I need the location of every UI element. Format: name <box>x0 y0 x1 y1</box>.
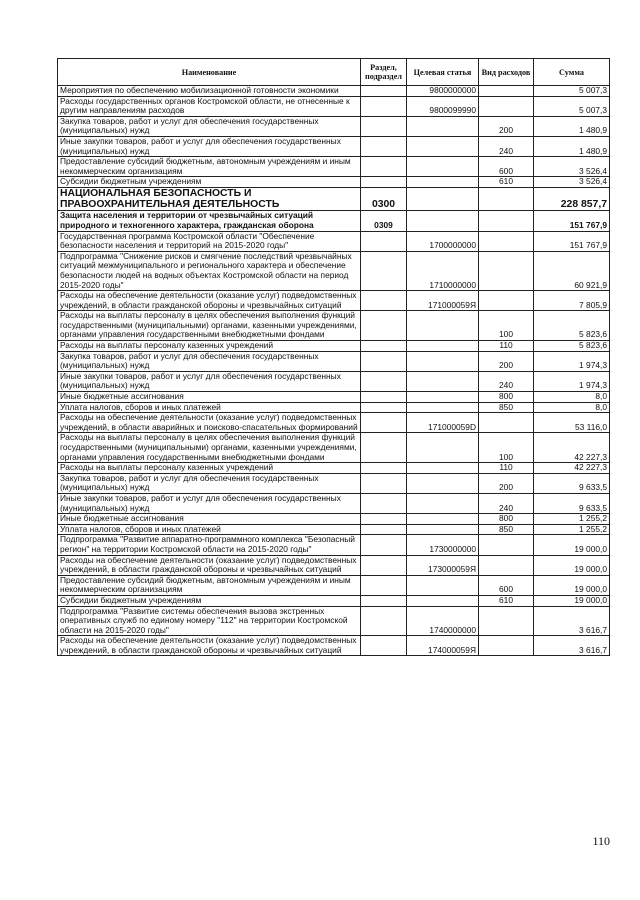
row-sum-cell: 53 116,0 <box>534 413 610 433</box>
row-name-cell: Закупка товаров, работ и услуг для обеспечения государственных (муниципальных) нужд <box>58 116 361 136</box>
row-type-cell <box>479 96 534 116</box>
header-name: Наименование <box>58 59 361 86</box>
row-target-cell <box>407 392 479 403</box>
header-sum: Сумма <box>534 59 610 86</box>
row-sum-cell: 151 767,9 <box>534 211 610 231</box>
table-row <box>58 291 610 311</box>
row-type-cell: 240 <box>479 371 534 391</box>
row-name-cell: Субсидии бюджетным учреждениям <box>58 177 361 188</box>
row-name-cell: Иные бюджетные ассигнования <box>58 392 361 403</box>
row-target-cell <box>407 136 479 156</box>
header-section: Раздел, подраздел <box>361 59 407 86</box>
table-row <box>58 157 610 177</box>
row-sum-cell: 8,0 <box>534 402 610 413</box>
row-section-cell <box>361 231 407 251</box>
table-row <box>58 116 610 136</box>
row-section-cell <box>361 96 407 116</box>
row-type-cell: 850 <box>479 524 534 535</box>
row-section-cell <box>361 177 407 188</box>
table-row <box>58 341 610 352</box>
table-row <box>58 595 610 606</box>
row-type-cell: 610 <box>479 595 534 606</box>
table-row <box>58 473 610 493</box>
row-target-cell <box>407 157 479 177</box>
row-sum-cell: 3 526,4 <box>534 157 610 177</box>
row-name-cell: Расходы на выплаты персоналу казенных учреждений <box>58 463 361 474</box>
row-sum-cell: 1 974,3 <box>534 351 610 371</box>
row-type-cell <box>479 636 534 656</box>
row-target-cell: 171000059D <box>407 413 479 433</box>
row-section-cell <box>361 86 407 97</box>
row-sum-cell: 42 227,3 <box>534 433 610 463</box>
table-row <box>58 606 610 636</box>
table-row <box>58 493 610 513</box>
row-section-cell <box>361 463 407 474</box>
row-name-cell: Расходы на обеспечение деятельности (оказание услуг) подведомственных учреждений, в области гражданской обороны и чрезвычайных ситуаций <box>58 555 361 575</box>
row-target-cell <box>407 116 479 136</box>
row-section-cell <box>361 341 407 352</box>
row-target-cell: 1740000000 <box>407 606 479 636</box>
table-row <box>58 575 610 595</box>
row-type-cell: 240 <box>479 493 534 513</box>
row-section-cell: 0309 <box>361 211 407 231</box>
row-type-cell <box>479 211 534 231</box>
row-name-cell: Расходы на обеспечение деятельности (оказание услуг) подведомственных учреждений, в области гражданской обороны и чрезвычайных ситуаций <box>58 291 361 311</box>
table-row <box>58 402 610 413</box>
header-type: Вид расходов <box>479 59 534 86</box>
row-name-cell: Расходы на выплаты персоналу казенных учреждений <box>58 341 361 352</box>
table-row <box>58 433 610 463</box>
row-target-cell <box>407 371 479 391</box>
row-section-cell <box>361 595 407 606</box>
row-type-cell <box>479 413 534 433</box>
row-type-cell: 110 <box>479 341 534 352</box>
row-name-cell: Предоставление субсидий бюджетным, автономным учреждениям и иным некоммерческим организациям <box>58 157 361 177</box>
row-section-cell <box>361 116 407 136</box>
table-row <box>58 413 610 433</box>
row-target-cell <box>407 473 479 493</box>
row-sum-cell: 3 616,7 <box>534 636 610 656</box>
row-name-cell: Подпрограмма "Снижение рисков и смягчение последствий чрезвычайных ситуаций межмуниципального и регионального характера и обеспечение безопасности людей на водных объектах Костромской области на период 2015-2020 годы" <box>58 251 361 290</box>
page-number: 110 <box>592 834 610 848</box>
row-sum-cell: 3 616,7 <box>534 606 610 636</box>
row-target-cell <box>407 514 479 525</box>
row-sum-cell: 1 255,2 <box>534 524 610 535</box>
table-row <box>58 177 610 188</box>
row-target-cell: 1730000000 <box>407 535 479 555</box>
row-type-cell <box>479 555 534 575</box>
row-type-cell: 200 <box>479 473 534 493</box>
row-target-cell <box>407 351 479 371</box>
row-sum-cell: 19 000,0 <box>534 555 610 575</box>
row-sum-cell: 8,0 <box>534 392 610 403</box>
row-name-cell: Государственная программа Костромской области "Обеспечение безопасности населения и территорий на 2015-2020 годы" <box>58 231 361 251</box>
budget-table <box>57 58 610 656</box>
row-name-cell: Подпрограмма "Развитие системы обеспечения вызова экстренных оперативных служб по единому номеру "112" на территории Костромской области на 2015-2020 годы" <box>58 606 361 636</box>
row-name-cell: Уплата налогов, сборов и иных платежей <box>58 524 361 535</box>
row-sum-cell: 1 480,9 <box>534 116 610 136</box>
row-sum-cell: 5 007,3 <box>534 96 610 116</box>
row-sum-cell: 9 633,5 <box>534 473 610 493</box>
row-sum-cell: 3 526,4 <box>534 177 610 188</box>
row-sum-cell: 9 633,5 <box>534 493 610 513</box>
row-section-cell: 0300 <box>361 187 407 210</box>
table-row <box>58 392 610 403</box>
row-type-cell: 800 <box>479 392 534 403</box>
row-target-cell: 1710000000 <box>407 251 479 290</box>
row-target-cell: 173000059Я <box>407 555 479 575</box>
row-type-cell: 100 <box>479 311 534 341</box>
row-sum-cell: 42 227,3 <box>534 463 610 474</box>
row-section-cell <box>361 136 407 156</box>
row-sum-cell: 5 823,6 <box>534 341 610 352</box>
table-row <box>58 524 610 535</box>
row-sum-cell: 7 805,9 <box>534 291 610 311</box>
row-name-cell: Предоставление субсидий бюджетным, автономным учреждениям и иным некоммерческим организациям <box>58 575 361 595</box>
row-type-cell: 600 <box>479 157 534 177</box>
table-header-row <box>58 59 610 86</box>
table-row <box>58 187 610 210</box>
row-sum-cell: 228 857,7 <box>534 187 610 210</box>
row-section-cell <box>361 291 407 311</box>
row-name-cell: Подпрограмма "Развитие аппаратно-программного комплекса "Безопасный регион" на территории Костромской области на 2015-2020 годы" <box>58 535 361 555</box>
row-target-cell: 1700000000 <box>407 231 479 251</box>
row-name-cell: Расходы на выплаты персоналу в целях обеспечения выполнения функций государственными (муниципальными) органами, казенными учреждениями, органами управления государственными внебюджетными фондами <box>58 311 361 341</box>
table-row <box>58 514 610 525</box>
table-row <box>58 371 610 391</box>
row-target-cell <box>407 463 479 474</box>
row-section-cell <box>361 555 407 575</box>
row-target-cell <box>407 177 479 188</box>
row-sum-cell: 5 823,6 <box>534 311 610 341</box>
row-target-cell: 174000059Я <box>407 636 479 656</box>
row-sum-cell: 19 000,0 <box>534 575 610 595</box>
row-section-cell <box>361 473 407 493</box>
table-row <box>58 311 610 341</box>
row-type-cell: 110 <box>479 463 534 474</box>
row-type-cell: 100 <box>479 433 534 463</box>
table-body <box>58 86 610 656</box>
table-row <box>58 555 610 575</box>
row-type-cell: 800 <box>479 514 534 525</box>
row-section-cell <box>361 535 407 555</box>
row-type-cell <box>479 535 534 555</box>
row-type-cell <box>479 606 534 636</box>
row-name-cell: Иные закупки товаров, работ и услуг для обеспечения государственных (муниципальных) нужд <box>58 493 361 513</box>
row-type-cell: 200 <box>479 116 534 136</box>
table-row <box>58 86 610 97</box>
header-target: Целевая статья <box>407 59 479 86</box>
row-section-cell <box>361 433 407 463</box>
row-target-cell <box>407 524 479 535</box>
row-target-cell: 9800000000 <box>407 86 479 97</box>
row-name-cell: Уплата налогов, сборов и иных платежей <box>58 402 361 413</box>
row-name-cell: Закупка товаров, работ и услуг для обеспечения государственных (муниципальных) нужд <box>58 351 361 371</box>
row-target-cell: 171000059Я <box>407 291 479 311</box>
row-type-cell <box>479 86 534 97</box>
row-target-cell: 9800099990 <box>407 96 479 116</box>
table-row <box>58 351 610 371</box>
row-section-cell <box>361 351 407 371</box>
row-sum-cell: 19 000,0 <box>534 595 610 606</box>
row-sum-cell: 1 974,3 <box>534 371 610 391</box>
row-target-cell <box>407 211 479 231</box>
row-sum-cell: 1 255,2 <box>534 514 610 525</box>
row-name-cell: Расходы на выплаты персоналу в целях обеспечения выполнения функций государственными (муниципальными) органами, казенными учреждениями, органами управления государственными внебюджетными фондами <box>58 433 361 463</box>
row-type-cell: 610 <box>479 177 534 188</box>
row-sum-cell: 60 921,9 <box>534 251 610 290</box>
row-name-cell: Иные бюджетные ассигнования <box>58 514 361 525</box>
table-row <box>58 535 610 555</box>
table-row <box>58 251 610 290</box>
row-name-cell: Защита населения и территории от чрезвычайных ситуаций природного и техногенного характера, гражданская оборона <box>58 211 361 231</box>
row-type-cell: 200 <box>479 351 534 371</box>
row-name-cell: НАЦИОНАЛЬНАЯ БЕЗОПАСНОСТЬ И ПРАВООХРАНИТЕЛЬНАЯ ДЕЯТЕЛЬНОСТЬ <box>58 187 361 210</box>
table-row <box>58 136 610 156</box>
row-section-cell <box>361 311 407 341</box>
row-type-cell: 850 <box>479 402 534 413</box>
row-name-cell: Иные закупки товаров, работ и услуг для обеспечения государственных (муниципальных) нужд <box>58 371 361 391</box>
row-section-cell <box>361 493 407 513</box>
table-row <box>58 463 610 474</box>
row-sum-cell: 5 007,3 <box>534 86 610 97</box>
row-section-cell <box>361 524 407 535</box>
row-sum-cell: 19 000,0 <box>534 535 610 555</box>
row-section-cell <box>361 413 407 433</box>
row-target-cell <box>407 493 479 513</box>
row-name-cell: Расходы на обеспечение деятельности (оказание услуг) подведомственных учреждений, в области гражданской обороны и чрезвычайных ситуаций <box>58 636 361 656</box>
table-row <box>58 231 610 251</box>
row-sum-cell: 151 767,9 <box>534 231 610 251</box>
row-type-cell: 240 <box>479 136 534 156</box>
row-section-cell <box>361 606 407 636</box>
row-sum-cell: 1 480,9 <box>534 136 610 156</box>
table-row <box>58 211 610 231</box>
row-name-cell: Расходы государственных органов Костромской области, не отнесенные к другим направлениям расходов <box>58 96 361 116</box>
row-name-cell: Расходы на обеспечение деятельности (оказание услуг) подведомственных учреждений, в области аварийных и поисково-спасательных формирований <box>58 413 361 433</box>
row-section-cell <box>361 636 407 656</box>
row-type-cell <box>479 187 534 210</box>
row-section-cell <box>361 157 407 177</box>
row-section-cell <box>361 575 407 595</box>
table-row <box>58 96 610 116</box>
row-type-cell <box>479 231 534 251</box>
row-target-cell <box>407 595 479 606</box>
row-section-cell <box>361 251 407 290</box>
row-name-cell: Закупка товаров, работ и услуг для обеспечения государственных (муниципальных) нужд <box>58 473 361 493</box>
row-target-cell <box>407 341 479 352</box>
table-row <box>58 636 610 656</box>
row-section-cell <box>361 371 407 391</box>
row-name-cell: Мероприятия по обеспечению мобилизационной готовности экономики <box>58 86 361 97</box>
row-type-cell <box>479 291 534 311</box>
row-name-cell: Иные закупки товаров, работ и услуг для обеспечения государственных (муниципальных) нужд <box>58 136 361 156</box>
row-target-cell <box>407 311 479 341</box>
row-type-cell: 600 <box>479 575 534 595</box>
row-section-cell <box>361 514 407 525</box>
row-section-cell <box>361 402 407 413</box>
row-section-cell <box>361 392 407 403</box>
row-type-cell <box>479 251 534 290</box>
row-target-cell <box>407 187 479 210</box>
row-target-cell <box>407 402 479 413</box>
row-target-cell <box>407 433 479 463</box>
row-target-cell <box>407 575 479 595</box>
row-name-cell: Субсидии бюджетным учреждениям <box>58 595 361 606</box>
